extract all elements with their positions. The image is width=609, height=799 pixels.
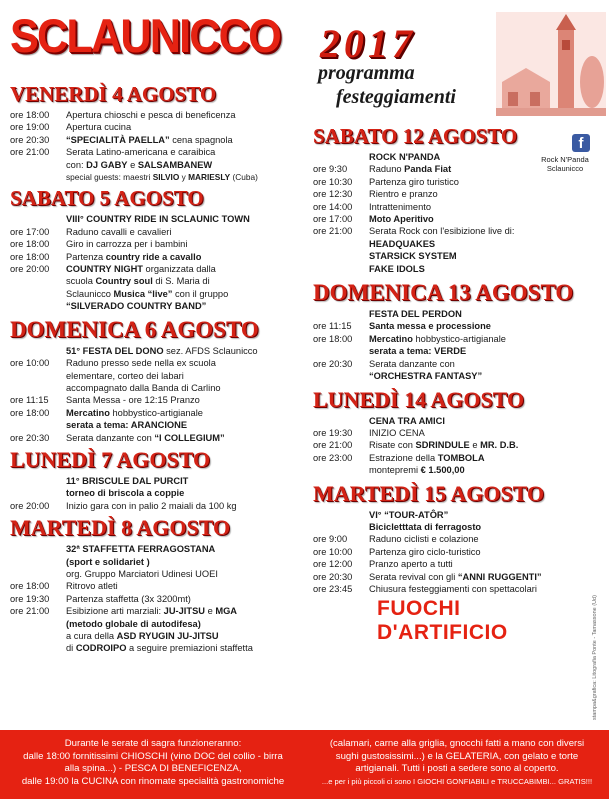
event-subtitle: VIII° COUNTRY RIDE IN SCLAUNIC TOWN	[66, 214, 250, 225]
event-subtitle: Bicicletttata di ferragosto	[369, 521, 482, 532]
footer-left-text: Durante le serate di sagra funzioneranno: dalle 18:00 fornitissimi CHIOSCHI (vino DOC del collio - birra alla spina...) - PESCA DI BENEFICENZA, dalle 19:00 la CUCINA con rinomate specialità gastronomiche	[21, 738, 285, 787]
program-subheading: festeggiamenti	[336, 86, 456, 108]
event-line: elementare, corteo dei labari	[66, 370, 184, 381]
event-row: ore 18:00 Mercatino hobbystico-artigianale	[10, 407, 203, 418]
fireworks-title: D'ARTIFICIO	[377, 621, 508, 645]
facebook-icon[interactable]: f	[572, 134, 590, 152]
event-subtitle: 51° FESTA DEL DONO sez. AFDS Sclaunicco	[66, 345, 258, 356]
event-line: serata a tema: ARANCIONE	[66, 420, 188, 431]
event-row: ore 21:00 Serata Rock con l'esibizione live di:	[313, 226, 515, 237]
event-row: ore 20:30 Serata danzante con	[313, 358, 455, 369]
fireworks-title: FUOCHI	[377, 597, 461, 621]
event-row: ore 17:00 Raduno cavalli e cavalieri	[10, 226, 172, 237]
event-subtitle: VI° “TOUR-ATÔR”	[369, 509, 449, 520]
year-title: 2017	[320, 21, 416, 66]
event-line: con: DJ GABY e SALSAMBANEW	[66, 159, 213, 170]
day-heading: LUNEDÌ 7 AGOSTO	[10, 446, 211, 472]
event-line: Sclaunicco Musica “live” con il gruppo	[66, 288, 229, 299]
event-row: ore 19:30 Partenza staffetta (3x 3200mt)	[10, 593, 191, 604]
event-row: ore 9:30 Raduno Panda Fiat	[313, 164, 452, 175]
day-heading: DOMENICA 6 AGOSTO	[10, 316, 259, 342]
event-row: ore 17:00 Moto Aperitivo	[313, 214, 434, 225]
church-tower-image	[496, 12, 606, 116]
day-heading: MARTEDÌ 15 AGOSTO	[313, 480, 545, 506]
event-subtitle: torneo di briscola a coppie	[66, 488, 185, 499]
day-heading: SABATO 5 AGOSTO	[10, 186, 204, 211]
event-row: ore 18:00 Giro in carrozza per i bambini	[10, 239, 188, 250]
event-row: ore 18:00 Ritrovo atleti	[10, 581, 118, 592]
event-row: ore 14:00 Intrattenimento	[313, 201, 432, 212]
left-column	[10, 84, 308, 655]
event-row: ore 18:00 Partenza country ride a cavallo	[10, 251, 202, 262]
facebook-label: Rock N'Panda Sclaunicco	[541, 155, 589, 173]
event-line: (metodo globale di autodifesa)	[66, 618, 201, 629]
event-row: ore 18:00 Apertura chioschi e pesca di beneficenza	[10, 110, 236, 120]
band-name: STARSICK SYSTEM	[369, 251, 457, 262]
event-line: org. Gruppo Marciatori Udinesi UOEI	[66, 568, 218, 579]
footer-right-text: (calamari, carne alla griglia, gnocchi fatti a mano con diversi sughi gustosissimi...) e la GELATERIA, con gelato e torte artigianali. Tutti i posti a sedere sono al coperto. ...e per i più piccoli ci sono I GIOCHI GONFIABILI e TRUCCABIMBI... GRATIS!!!	[321, 738, 593, 786]
right-column	[313, 126, 601, 645]
event-row: ore 10:30 Partenza giro turistico	[313, 176, 459, 187]
band-name: FAKE IDOLS	[369, 263, 425, 274]
event-line: montepremi € 1.500,00	[369, 465, 465, 476]
event-row: ore 20:00 COUNTRY NIGHT organizzata dalla	[10, 264, 216, 275]
event-row: ore 23:00 Estrazione della TOMBOLA	[313, 452, 485, 463]
event-row: ore 20:30 Serata danzante con “I COLLEGIUM”	[10, 432, 225, 443]
day-heading: LUNEDÌ 14 AGOSTO	[313, 386, 525, 412]
printer-credit: stampa&grafica: Litografia Ponte - Tamassone (Ud)	[592, 595, 598, 720]
event-line: di CODROIPO a seguire premiazioni staffetta	[66, 643, 253, 654]
event-row: ore 21:00 Risate con SDRINDULE e MR. D.B.	[313, 440, 519, 451]
event-row: ore 12:00 Pranzo aperto a tutti	[313, 559, 453, 570]
event-row: ore 21:00 Serata Latino-americana e caraibica	[10, 147, 216, 158]
event-line: “SILVERADO COUNTRY BAND”	[66, 301, 207, 312]
event-row: ore 11:15 Santa Messa - ore 12:15 Pranzo	[10, 395, 200, 406]
event-line: accompagnato dalla Banda di Carlino	[66, 382, 221, 393]
event-line: scuola Country soul di S. Maria di	[66, 276, 210, 287]
event-line: “ORCHESTRA FANTASY”	[369, 371, 483, 382]
event-row: ore 10:00 Raduno presso sede nella ex scuola	[10, 358, 216, 369]
event-row: ore 19:00 Apertura cucina	[10, 122, 132, 133]
event-subtitle: (sport e solidariet )	[66, 556, 150, 567]
event-line: a cura della ASD RYUGIN JU-JITSU	[66, 631, 219, 641]
event-subtitle: 11° BRISCULE DAL PURCIT	[66, 475, 189, 486]
event-subtitle: FESTA DEL PERDON	[369, 309, 462, 320]
event-row: ore 18:00 Mercatino hobbystico-artigianale	[313, 333, 506, 344]
day-heading: DOMENICA 13 AGOSTO	[313, 280, 574, 306]
day-heading: MARTEDÌ 8 AGOSTO	[10, 515, 231, 541]
program-heading: programma	[318, 62, 415, 84]
event-row: ore 19:30 INIZIO CENA	[313, 427, 425, 438]
event-row: ore 20:30 “SPECIALITÀ PAELLA” cena spagnola	[10, 134, 233, 145]
day-heading: VENERDÌ 4 AGOSTO	[10, 82, 217, 106]
event-row: ore 21:00 Esibizione arti marziali: JU-JITSU e MGA	[10, 606, 238, 617]
event-row: ore 10:00 Partenza giro ciclo-turistico	[313, 546, 481, 557]
footer-banner	[0, 730, 609, 799]
event-row: ore 23:45 Chiusura festeggiamenti con spettacolari	[313, 583, 537, 594]
event-row: ore 20:00 Inizio gara con in palio 2 maiali da 100 kg	[10, 500, 237, 511]
town-title: SCLAUNICCO	[10, 9, 280, 62]
event-row: ore 20:30 Serata revival con gli “ANNI RUGGENTI”	[313, 571, 542, 582]
band-name: HEADQUAKES	[369, 238, 436, 249]
event-subtitle: CENA TRA AMICI	[369, 415, 445, 426]
event-line: special guests: maestri SILVIO y MARIESLY (Cuba)	[66, 172, 258, 183]
event-subtitle: 32ª STAFFETTA FERRAGOSTANA	[66, 544, 216, 555]
event-row: ore 12:30 Rientro e pranzo	[313, 189, 438, 200]
event-line: serata a tema: VERDE	[369, 346, 467, 357]
event-subtitle: ROCK N'PANDA	[369, 152, 441, 162]
event-row: ore 9:00 Raduno ciclisti e colazione	[313, 534, 479, 545]
day-heading: SABATO 12 AGOSTO	[313, 124, 518, 148]
event-row: ore 11:15 Santa messa e processione	[313, 321, 491, 332]
